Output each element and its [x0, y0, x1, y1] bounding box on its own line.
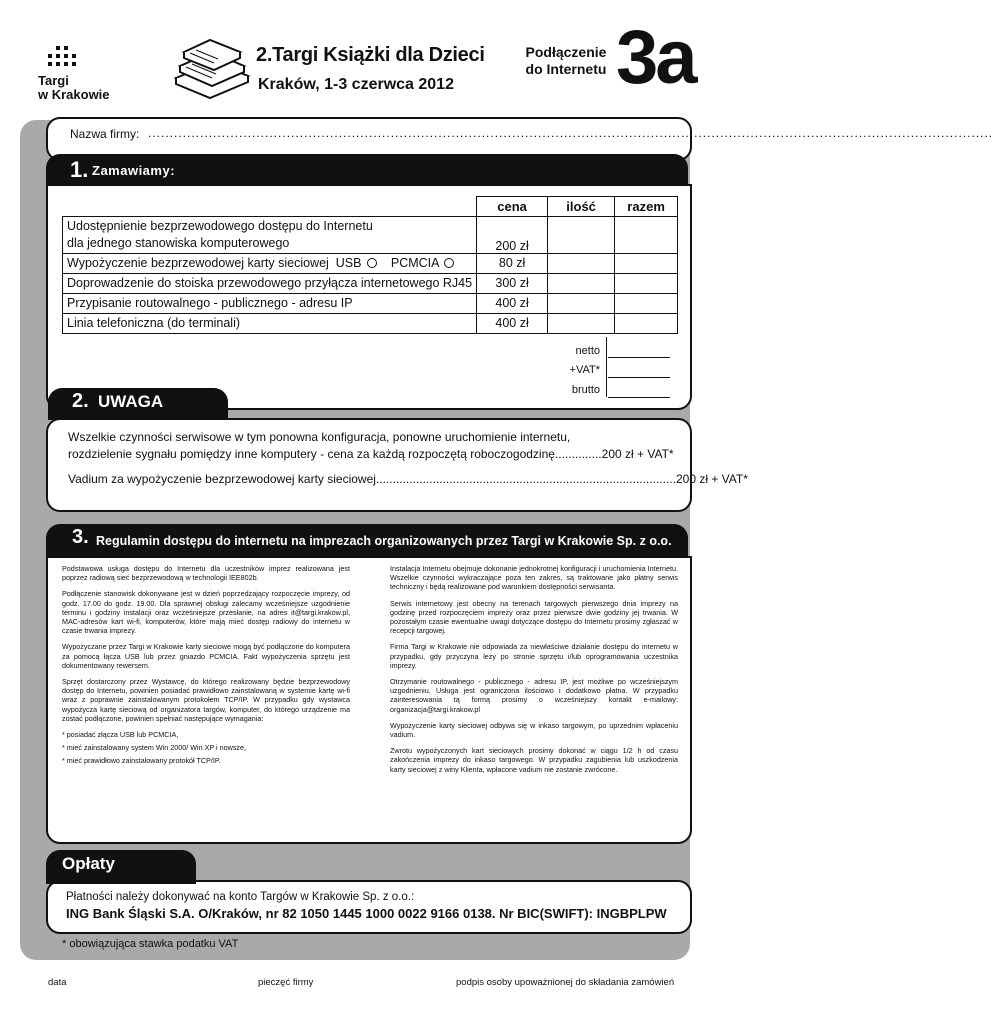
- regulation-paragraph: Serwis internetowy jest obecny na terenach targowych pierwszego dnia imprezy na godzinę przed rozpoczęciem imprezy oraz przez pierwsze dwie godziny jej trwania. W pozostałym czasie ewentualne uwagi dotyczące dostępu do Internetu prosimy zgłaszać w recepcji targowej.: [390, 598, 678, 636]
- section3-title: Regulamin dostępu do internetu na imprezach organizowanych przez Targi w Krakowie Sp. z o.o.: [96, 534, 672, 548]
- total-brutto-field[interactable]: [608, 397, 670, 398]
- deposit-dots: ..........................................................................................: [375, 472, 676, 486]
- regulation-paragraph: Wypożyczenie karty sieciowej odbywa się w inkaso targowym, po uprzednim wpłaceniu vadium.: [390, 720, 678, 740]
- service-note-dots: ..............: [554, 447, 602, 461]
- event-subtitle: Kraków, 1-3 czerwca 2012: [258, 76, 454, 93]
- service-note-line1: Wszelkie czynności serwisowe w tym ponowna konfiguracja, ponowne uruchomienie internetu,: [68, 430, 571, 444]
- table-row: [63, 216, 678, 253]
- requirement-item: * mieć prawidłowo zainstalowany protokół TCP/IP.: [62, 756, 221, 766]
- section2-title: UWAGA: [98, 392, 164, 411]
- logo-line1: Targi: [38, 73, 69, 88]
- row1-qty-field[interactable]: [548, 216, 615, 253]
- order-table: [62, 196, 678, 334]
- regulations-right-column: [390, 564, 678, 781]
- table-row: [63, 253, 678, 273]
- regulation-paragraph: Otrzymanie routowalnego - publicznego - adresu IP, jest możliwe po wcześniejszym uzgodnieniu. Usługa jest ograniczona ilościowo i dodatkowo płatna. W przypadku zainteresowania tą formą prosimy o wcześniejszy kontakt e-mailowy: organizacja@targi.krakow.pl: [390, 677, 678, 714]
- usb-radio[interactable]: [367, 258, 377, 268]
- row4-qty-field[interactable]: [548, 293, 615, 313]
- deposit-price: 200 zł + VAT*: [675, 472, 748, 486]
- total-netto-field[interactable]: [608, 357, 670, 358]
- row2-total-field[interactable]: [615, 253, 678, 273]
- col-header-price: cena: [477, 197, 548, 217]
- logo-text: [38, 74, 128, 102]
- books-icon: [170, 38, 252, 98]
- regulation-paragraph: Sprzęt dostarczony przez Wystawcę, do którego realizowany będzie bezprzewodowy dostęp do Internetu, powinien posiadać prawidłowo zainstalowaną w systemie kartę wi-fi wraz z poprawnie zainstalowanym protokołem TCP/IP. W przypadku gdy wystawca wypożycza kartę sieciową od organizatora targów, komputer, do którego urządzenie ma zostać podłączone, powinien spełniać następujące wymagania:: [62, 677, 350, 723]
- regulation-paragraph: Zwrotu wypożyczonych kart sieciowych prosimy dokonać w ciągu 1/2 h od czasu zakończenia imprezy do inkaso targowego. W przypadku zagubienia lub uszkodzenia karty sieciowej z winy Klienta, wpłacone vadium nie zostanie zwrócone.: [390, 746, 678, 774]
- table-row: [63, 273, 678, 293]
- row2-opt-usb-label: USB: [335, 256, 362, 270]
- payments-info: Płatności należy dokonywać na konto Targów w Krakowie Sp. z o.o.:: [66, 891, 415, 903]
- pcmcia-radio[interactable]: [444, 258, 454, 268]
- service-note-line2: [68, 447, 674, 461]
- row1-desc-line1: Udostępnienie bezprzewodowego dostępu do Internetu: [67, 218, 373, 233]
- signature-date-label: data: [48, 977, 67, 988]
- row1-total-field[interactable]: [615, 216, 678, 253]
- form-code: 3a: [616, 15, 695, 100]
- row4-desc: Przypisanie routowalnego - publicznego - adresu IP: [63, 293, 477, 313]
- regulation-paragraph: Firma Targi w Krakowie nie odpowiada za niewłaściwe działanie dostępu do internetu w przypadku, gdy przyczyna leży po stronie sprzętu i/lub oprogramowania uczestnika imprezy.: [390, 642, 678, 670]
- row4-price: 400 zł: [477, 293, 548, 313]
- form-title: [516, 44, 616, 78]
- deposit-text: Vadium za wypożyczenie bezprzewodowej karty sieciowej: [68, 472, 376, 486]
- row2-desc: Wypożyczenie bezprzewodowej karty sieciowej: [67, 256, 329, 270]
- regulation-paragraph: Podłączenie stanowisk dokonywane jest w dzień poprzedzający rozpoczęcie imprezy, od godz. 17.00 do godz. 19.00. Dla sprawnej obsługi zalecamy wcześniejsze uzgodnienie terminu i godziny instalacji oraz wcześniejsze przesłanie, na adres it@targi.krakow.pl, MAC-adresów kart wi-fi, komputerów, które mają mieć dostęp radiowy do internetu w czasie trwania imprezy.: [62, 589, 350, 636]
- row3-price: 300 zł: [477, 273, 548, 293]
- signature-stamp-label: pieczęć firmy: [258, 977, 314, 988]
- table-row: [63, 293, 678, 313]
- regulation-paragraph: Instalacja Internetu obejmuje dokonanie jednokrotnej konfiguracji i uruchomienia Internetu. Wszelkie czynności wykraczające poza ten zakres, są traktowane jako płatny serwis techniczny i będą realizowane pod warunkiem dostępności serwisanta.: [390, 564, 678, 592]
- row3-qty-field[interactable]: [548, 273, 615, 293]
- logo-line2: w Krakowie: [38, 87, 110, 102]
- requirement-item: * posiadać złącza USB lub PCMCIA,: [62, 730, 179, 740]
- total-netto-label: netto: [575, 345, 600, 357]
- regulations-left-column: [62, 564, 350, 766]
- row2-opt-pcmcia-label: PCMCIA: [390, 256, 439, 270]
- col-header-qty: ilość: [548, 197, 615, 217]
- section3-number: 3.: [72, 526, 89, 548]
- total-vat-label: +VAT*: [569, 364, 600, 376]
- section2-number: 2.: [72, 390, 89, 412]
- row2-qty-field[interactable]: [548, 253, 615, 273]
- payments-title: Opłaty: [62, 854, 115, 873]
- deposit-line: [68, 472, 748, 486]
- table-row: [63, 313, 678, 333]
- section1-title: Zamawiamy:: [92, 163, 176, 178]
- row3-desc: Doprowadzenie do stoiska przewodowego przyłącza internetowego RJ45: [63, 273, 477, 293]
- requirement-item: * mieć zainstalowany system Win 2000/ Win XP i nowsze,: [62, 743, 247, 753]
- row3-total-field[interactable]: [615, 273, 678, 293]
- row4-total-field[interactable]: [615, 293, 678, 313]
- total-vat-field[interactable]: [608, 377, 670, 378]
- service-note-price: 200 zł + VAT*: [601, 447, 674, 461]
- form-title-line2: do Internetu: [525, 61, 607, 77]
- col-header-total: razem: [615, 197, 678, 217]
- totals-divider: [606, 337, 669, 397]
- firm-name-field[interactable]: ...................................................................................................................................................................................................: [148, 126, 993, 140]
- regulation-paragraph: Podstawowa usługa dostępu do Internetu dla uczestników imprez realizowana jest poprzez radiową sieć bezprzewodową w technologii IEE802b.: [62, 564, 350, 583]
- section1-number: 1.: [70, 157, 89, 182]
- row5-qty-field[interactable]: [548, 313, 615, 333]
- row5-desc: Linia telefoniczna (do terminali): [63, 313, 477, 333]
- event-title: 2.Targi Książki dla Dzieci: [256, 44, 485, 66]
- row1-price: 200 zł: [477, 216, 548, 253]
- service-note-text: rozdzielenie sygnału pomiędzy inne komputery - cena za każdą rozpoczętą roboczogodzinę: [68, 447, 555, 461]
- signature-authorized-label: podpis osoby upoważnionej do składania zamówień: [456, 977, 675, 988]
- row2-price: 80 zł: [477, 253, 548, 273]
- bank-account: ING Bank Śląski S.A. O/Kraków, nr 82 1050 1445 1000 0022 9166 0138. Nr BIC(SWIFT): INGBPLPW: [66, 906, 667, 921]
- vat-footnote: * obowiązująca stawka podatku VAT: [62, 938, 239, 950]
- row5-price: 400 zł: [477, 313, 548, 333]
- regulation-paragraph: Wypożyczane przez Targi w Krakowie karty sieciowe mogą być podłączone do komputera za pomocą łącza USB lub przez gniazdo PCMCIA. Fakt wypożyczenia sprzętu jest dokumentowany rewersem.: [62, 642, 350, 670]
- row1-desc-line2: dla jednego stanowiska komputerowego: [67, 235, 290, 250]
- form-title-line1: Podłączenie: [525, 44, 607, 60]
- row5-total-field[interactable]: [615, 313, 678, 333]
- firm-name-label: Nazwa firmy:: [70, 127, 140, 141]
- logo-dots-icon: [46, 46, 76, 76]
- total-brutto-label: brutto: [571, 384, 600, 396]
